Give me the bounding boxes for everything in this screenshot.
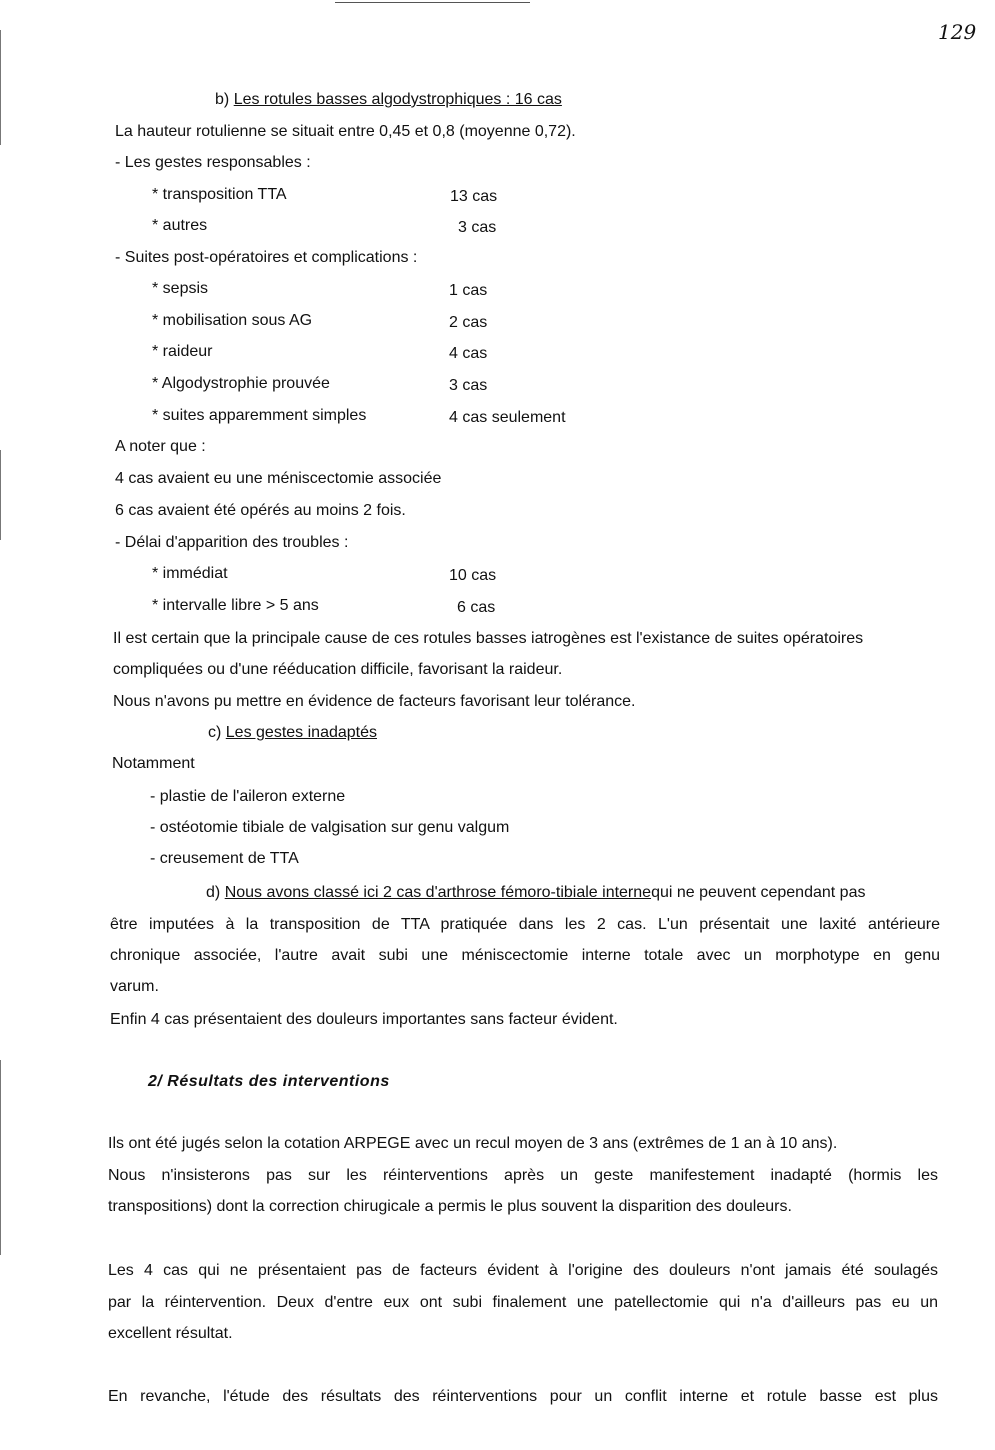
suite-label: * suites apparemment simples — [152, 407, 367, 424]
delai-label: * immédiat — [152, 565, 228, 582]
left-margin-mark — [0, 450, 1, 540]
geste-label: * autres — [152, 217, 208, 234]
list-item: - plastie de l'aileron externe — [150, 788, 346, 805]
paragraph-line: excellent résultat. — [108, 1325, 233, 1342]
suite-label: * Algodystrophie prouvée — [152, 375, 330, 392]
section-b-title: Les rotules basses algodystrophiques : 16 cas — [233, 91, 562, 108]
paragraph-line: Il est certain que la principale cause de ces rotules basses iatrogènes est l'existance de suites opératoires — [113, 630, 864, 647]
gestes-heading: - Les gestes responsables : — [115, 154, 311, 171]
paragraph-line: être imputées à la transposition de TTA pratiquée dans les 2 cas. L'un présentait une laxité antérieure — [110, 916, 940, 933]
section-b-heading — [215, 90, 562, 110]
paragraph-line: Nous n'avons pu mettre en évidence de facteurs favorisant leur tolérance. — [113, 693, 636, 710]
delai-value: 6 cas — [457, 599, 496, 616]
paragraph-line: chronique associée, l'autre avait subi une méniscectomie interne totale avec un morphotype en genu — [110, 947, 940, 964]
geste-value: 3 cas — [458, 219, 497, 236]
page-number: 129 — [938, 20, 977, 44]
section-d-prefix: d) — [206, 884, 221, 901]
geste-label: * transposition TTA — [152, 186, 287, 203]
section-c-title: Les gestes inadaptés — [225, 724, 377, 741]
left-margin-mark — [0, 1060, 1, 1255]
paragraph-line: Nous n'insisterons pas sur les réinterventions après un geste manifestement inadapté (hormis les — [108, 1167, 938, 1184]
top-rule — [335, 2, 530, 3]
section-d-first-line — [206, 883, 865, 903]
noter-text: A noter que : — [115, 438, 206, 455]
suite-value: 1 cas — [449, 282, 488, 299]
section-b-prefix: b) — [215, 91, 230, 108]
suite-value: 2 cas — [449, 314, 488, 331]
section-2-heading: 2/ Résultats des interventions — [148, 1073, 390, 1090]
suite-value: 3 cas — [449, 377, 488, 394]
paragraph-line: Ils ont été jugés selon la cotation ARPEGE avec un recul moyen de 3 ans (extrêmes de 1 an à 10 ans). — [108, 1135, 838, 1152]
paragraph-line: varum. — [110, 978, 159, 995]
list-item: - ostéotomie tibiale de valgisation sur genu valgum — [150, 819, 510, 836]
paragraph-line: Les 4 cas qui ne présentaient pas de facteurs évident à l'origine des douleurs n'ont jamais été soulagés — [108, 1262, 938, 1279]
geste-value: 13 cas — [450, 188, 498, 205]
section-d-underlined: Nous avons classé ici 2 cas d'arthrose fémoro-tibiale interne — [224, 884, 652, 901]
suite-label: * sepsis — [152, 280, 209, 297]
hauteur-text: La hauteur rotulienne se situait entre 0,45 et 0,8 (moyenne 0,72). — [115, 123, 576, 140]
note-line: 6 cas avaient été opérés au moins 2 fois. — [115, 502, 406, 519]
suite-value: 4 cas — [449, 345, 488, 362]
suite-label: * raideur — [152, 343, 213, 360]
delai-heading: - Délai d'apparition des troubles : — [115, 534, 349, 551]
paragraph-line: compliquées ou d'une rééducation difficile, favorisant la raideur. — [113, 661, 563, 678]
suite-value: 4 cas seulement — [449, 409, 566, 426]
list-item: - creusement de TTA — [150, 850, 299, 867]
note-line: 4 cas avaient eu une méniscectomie associée — [115, 470, 442, 487]
suites-heading: - Suites post-opératoires et complications : — [115, 249, 418, 266]
suite-label: * mobilisation sous AG — [152, 312, 313, 329]
paragraph-line: Enfin 4 cas présentaient des douleurs importantes sans facteur évident. — [110, 1011, 618, 1028]
section-d-rest: qui ne peuvent cependant pas — [651, 884, 866, 901]
section-c-intro: Notamment — [112, 755, 195, 772]
left-margin-mark — [0, 30, 1, 145]
delai-label: * intervalle libre > 5 ans — [152, 597, 319, 614]
section-c-prefix: c) — [208, 724, 222, 741]
section-c-heading — [208, 723, 377, 743]
paragraph-line: transpositions) dont la correction chirugicale a permis le plus souvent la disparition des douleurs. — [108, 1198, 792, 1215]
delai-value: 10 cas — [449, 567, 497, 584]
paragraph-line: En revanche, l'étude des résultats des réinterventions pour un conflit interne et rotule basse est plus — [108, 1388, 938, 1405]
paragraph-line: par la réintervention. Deux d'entre eux ont subi finalement une patellectomie qui n'a d'ailleurs pas eu un — [108, 1294, 938, 1311]
